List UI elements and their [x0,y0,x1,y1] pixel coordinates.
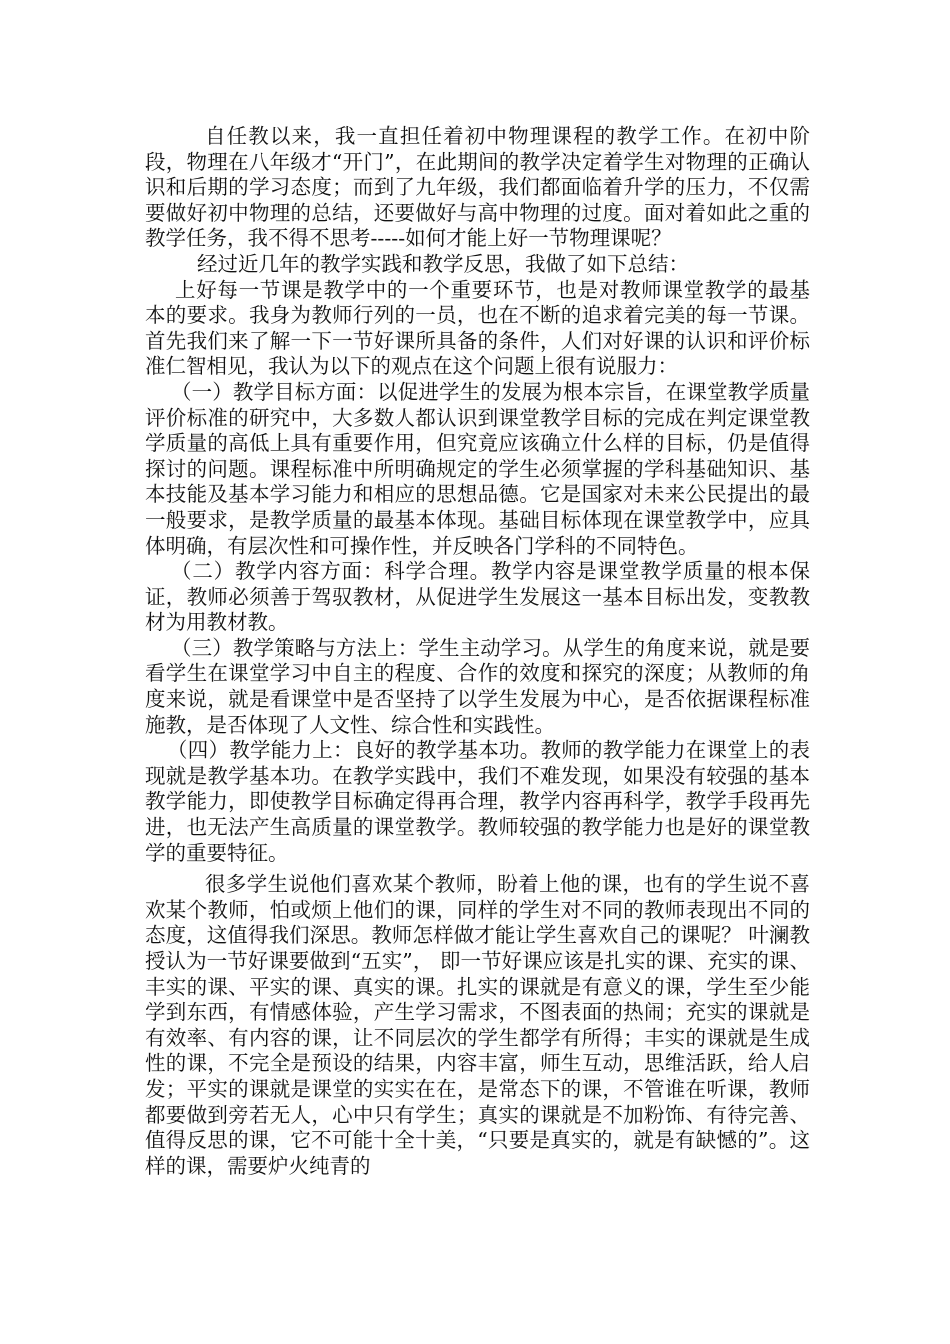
document-body [145,124,810,1179]
paragraph-teaching-strategy: （三）教学策略与方法上：学生主动学习。从学生的角度来说，就是要看学生在课堂学习中自主的程度、合作的效度和探究的深度；从教师的角度来说，就是看课堂中是否坚持了以学生发展为中心，是否依据课程标准施教，是否体现了人文性、综合性和实践性。 [145,635,810,737]
paragraph-five-solids: 很多学生说他们喜欢某个教师，盼着上他的课，也有的学生说不喜欢某个教师，怕或烦上他们的课，同样的学生对不同的教师表现出不同的态度，这值得我们深思。教师怎样做才能让学生喜欢自己的课呢？ 叶澜教授认为一节好课要做到“五实”， 即一节好课应该是扎实的课、充实的课、丰实的课、平实的课、真实的课。扎实的课就是有意义的课，学生至少能学到东西，有情感体验，产生学习需求，不图表面的热闹；充实的课就是有效率、有内容的课，让不同层次的学生都学有所得；丰实的课就是生成性的课，不完全是预设的结果，内容丰富，师生互动，思维活跃，给人启发；平实的课就是课堂的实实在在，是常态下的课，不管谁在听课，教师都要做到旁若无人，心中只有学生；真实的课就是不加粉饰、有待完善、值得反思的课，它不可能十全十美，“只要是真实的，就是有缺憾的”。这样的课，需要炉火纯青的 [145,872,810,1178]
paragraph-intro: 自任教以来，我一直担任着初中物理课程的教学工作。在初中阶段，物理在八年级才“开门”，在此期间的教学决定着学生对物理的正确认识和后期的学习态度；而到了九年级，我们都面临着升学的压力，不仅需要做好初中物理的总结，还要做好与高中物理的过度。面对着如此之重的教学任务，我不得不思考-----如何才能上好一节物理课呢？ [145,124,810,251]
paragraph-teaching-goals: （一）教学目标方面：以促进学生的发展为根本宗旨，在课堂教学质量评价标准的研究中，大多数人都认识到课堂教学目标的完成在判定课堂教学质量的高低上具有重要作用，但究竟应该确立什么样的目标，仍是值得探讨的问题。课程标准中所明确规定的学生必须掌握的学科基础知识、基本技能及基本学习能力和相应的思想品德。它是国家对未来公民提出的最一般要求，是教学质量的最基本体现。基础目标体现在课堂教学中，应具体明确，有层次性和可操作性，并反映各门学科的不同特色。 [145,379,810,558]
paragraph-summary-lead: 经过近几年的教学实践和教学反思，我做了如下总结： [197,251,689,276]
paragraph-teaching-ability: （四）教学能力上：良好的教学基本功。教师的教学能力在课堂上的表现就是教学基本功。在教学实践中，我们不难发现，如果没有较强的基本教学能力，即使教学目标确定得再合理，教学内容再科学，教学手段再先进，也无法产生高质量的课堂教学。教师较强的教学能力也是好的课堂教学的重要特征。 [145,738,810,865]
paragraph-good-lesson: 上好每一节课是教学中的一个重要环节，也是对教师课堂教学的最基本的要求。我身为教师行列的一员，也在不断的追求着完美的每一节课。首先我们来了解一下一节好课所具备的条件，人们对好课的认识和评价标准仁智相见，我认为以下的观点在这个问题上很有说服力： [145,277,810,379]
paragraph-teaching-content: （二）教学内容方面：科学合理。教学内容是课堂教学质量的根本保证，教师必须善于驾驭教材，从促进学生发展这一基本目标出发，变教教材为用教材教。 [145,559,810,635]
